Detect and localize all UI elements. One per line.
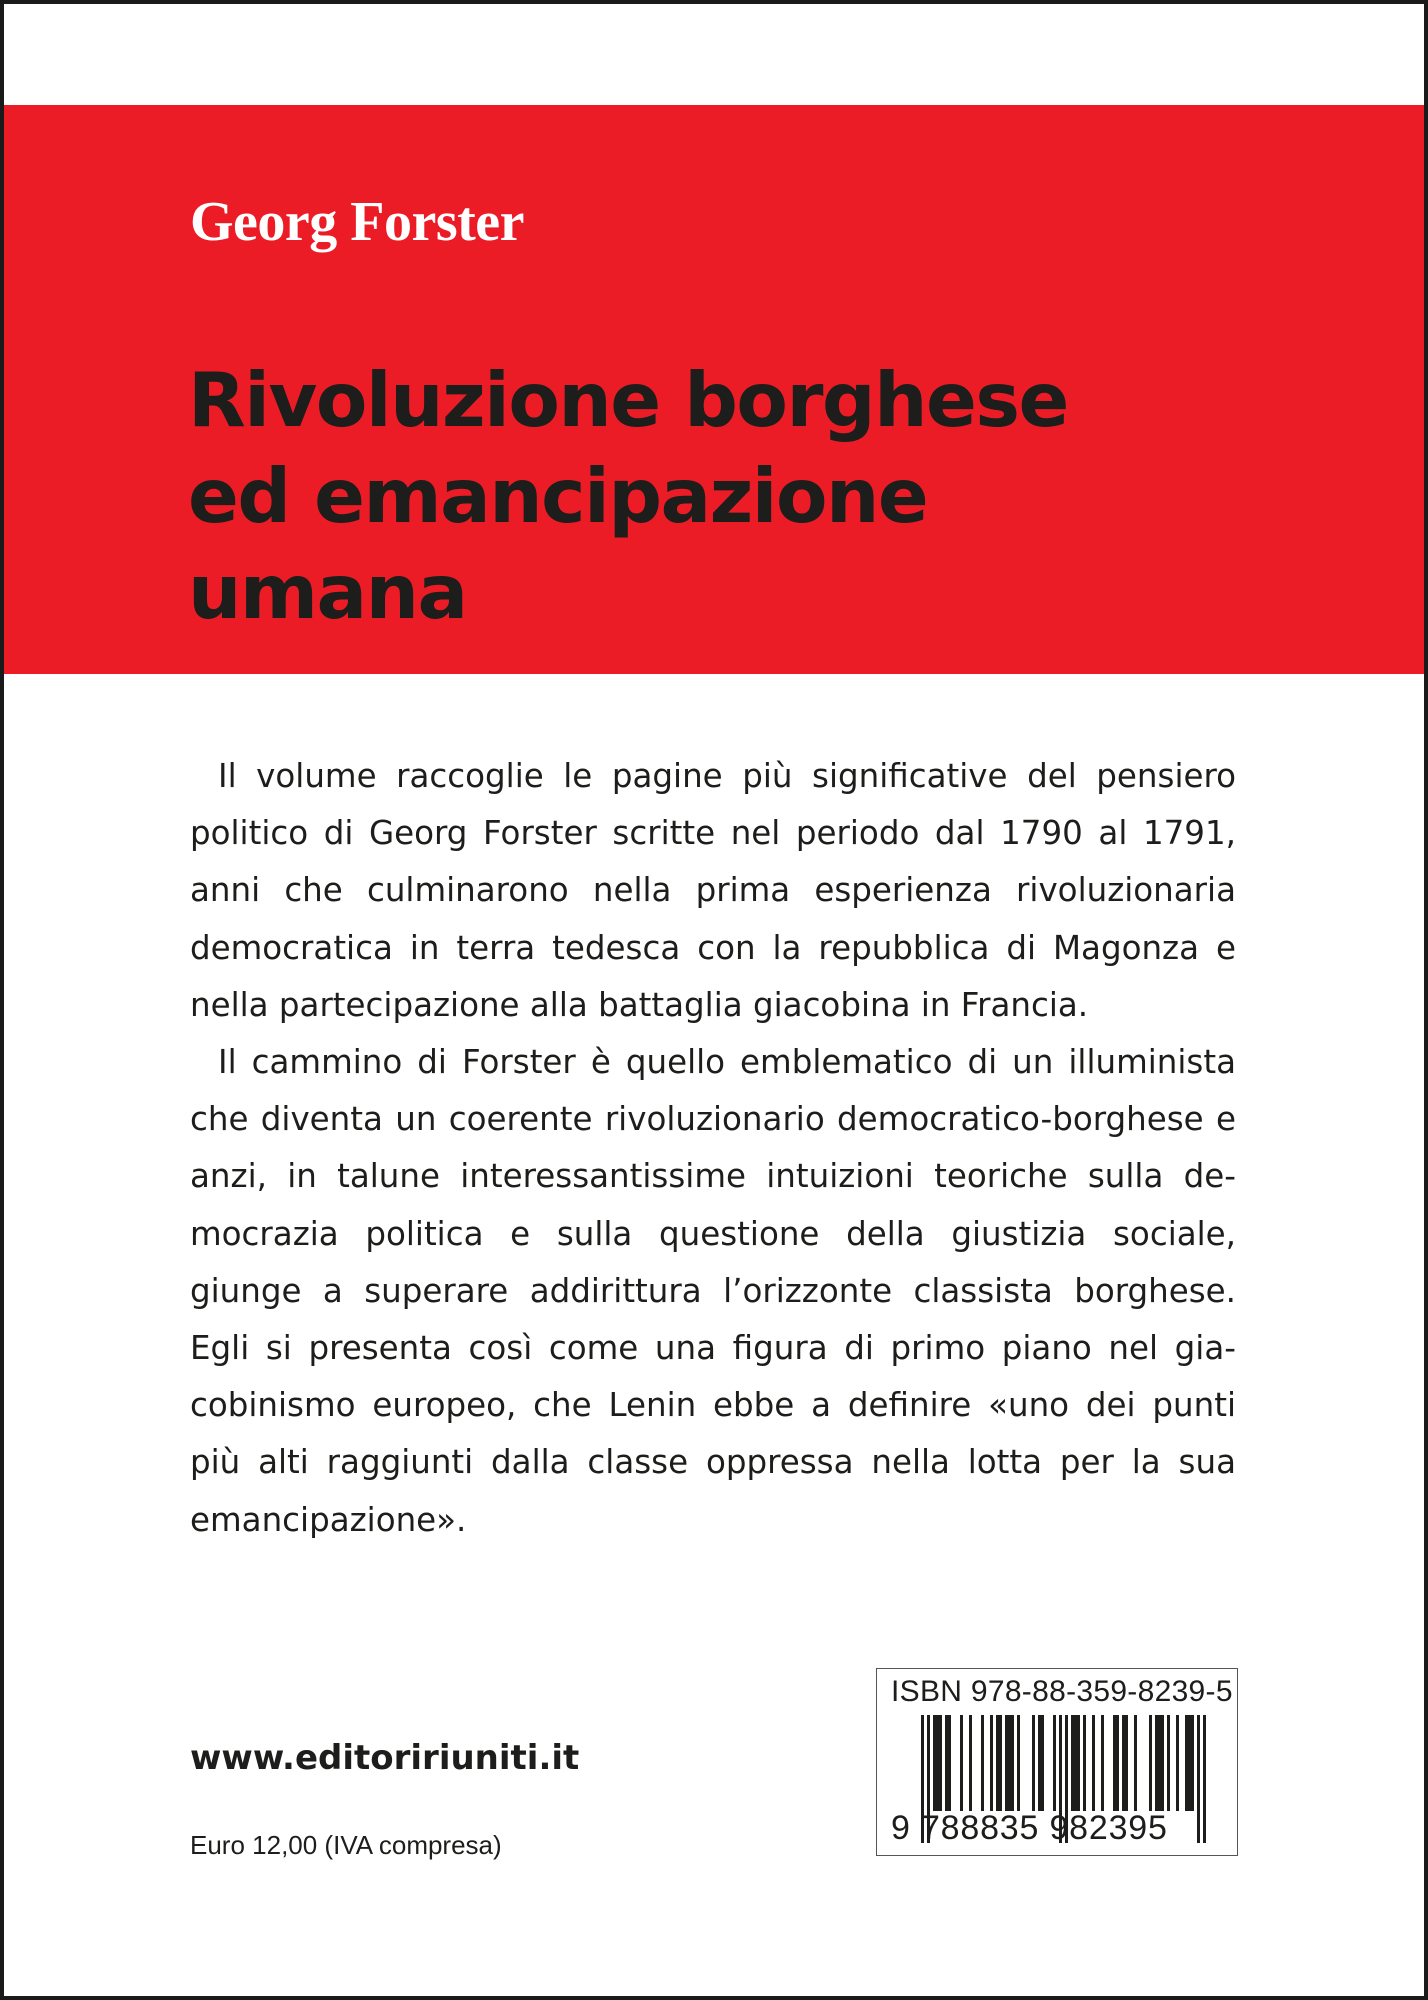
barcode-bar [990,1715,993,1811]
barcode-bar [1113,1715,1116,1811]
barcode-bar [933,1715,936,1811]
title-line-2: ed emancipazione [188,452,928,540]
barcode-bar [945,1715,948,1811]
blurb-paragraph-1: Il volume raccoglie le pagine più significative del pensiero politico di Georg Forster scritte nel periodo dal 1790 al 1791, anni che culminarono nella prima esperienza rivoluzionaria democratica in terra tedesca con la repubblica di Magonza e nella partecipazione alla battaglia giacobina in Francia. [190,757,1236,1024]
barcode-bar [1188,1715,1191,1811]
barcode-bar [936,1715,939,1811]
barcode-bar [939,1715,942,1811]
barcode-bar [1071,1715,1074,1811]
blurb [190,748,1236,1549]
barcode-bar [1053,1715,1056,1811]
barcode-bar [1041,1715,1044,1811]
barcode-bar [1155,1715,1158,1811]
barcode-bar [1134,1715,1137,1811]
barcode-bar [1149,1715,1152,1811]
barcode-bar [1203,1715,1206,1843]
barcode-bar [1197,1715,1200,1843]
author-name: Georg Forster [190,191,524,253]
title-line-1: Rivoluzione borghese [188,356,1068,444]
barcode-bar [960,1715,963,1811]
blurb-paragraph-2: Il cammino di Forster è quello emblematico di un illuminista che diventa un coerente rivoluzionario democratico-borghese e anzi, in talune interessantissime intuizioni teoriche sulla democrazia politica e sulla questione della giustizia sociale, giunge a superare addirittura l’orizzonte classista borghese. Egli si presenta così come una figura di primo piano nel giacobinismo europeo, che Lenin ebbe a definire «uno dei punti più alti raggiunti dalla classe oppressa nella lotta per la sua emancipazione». [190,1043,1236,1539]
barcode-bar [1074,1715,1077,1811]
book-title [188,352,1288,640]
barcode-bar [1008,1715,1011,1811]
barcode-bar [1191,1715,1194,1811]
barcode-bar [1158,1715,1161,1811]
barcode-bar [1185,1715,1188,1811]
barcode-bar [1005,1715,1008,1811]
isbn-barcode [876,1668,1238,1856]
barcode-bar [1017,1715,1020,1811]
barcode-bar [1122,1715,1125,1811]
isbn-label: ISBN 978-88-359-8239-5 [891,1675,1233,1708]
barcode-bar [1167,1715,1170,1811]
barcode-bar [1077,1715,1080,1811]
barcode-bar [1101,1715,1104,1811]
barcode-bar [981,1715,984,1811]
barcode-bar [1092,1715,1095,1811]
publisher-website: www.editoririuniti.it [190,1738,580,1778]
barcode-bar [969,1715,972,1811]
barcode-bar [999,1715,1002,1811]
barcode-bar [1038,1715,1041,1811]
price-label: Euro 12,00 (IVA compresa) [190,1830,502,1860]
barcode-bar [1125,1715,1128,1811]
barcode-bar [1116,1715,1119,1811]
barcode-digits: 9 788835 982395 [891,1809,1168,1847]
barcode-bar [1083,1715,1086,1811]
barcode-bar [1176,1715,1179,1811]
barcode-bar [996,1715,999,1811]
barcode-bar [1032,1715,1035,1811]
barcode-bar [1011,1715,1014,1811]
barcode-bar [1161,1715,1164,1811]
barcode-bar [948,1715,951,1811]
title-line-3: umana [188,548,467,636]
